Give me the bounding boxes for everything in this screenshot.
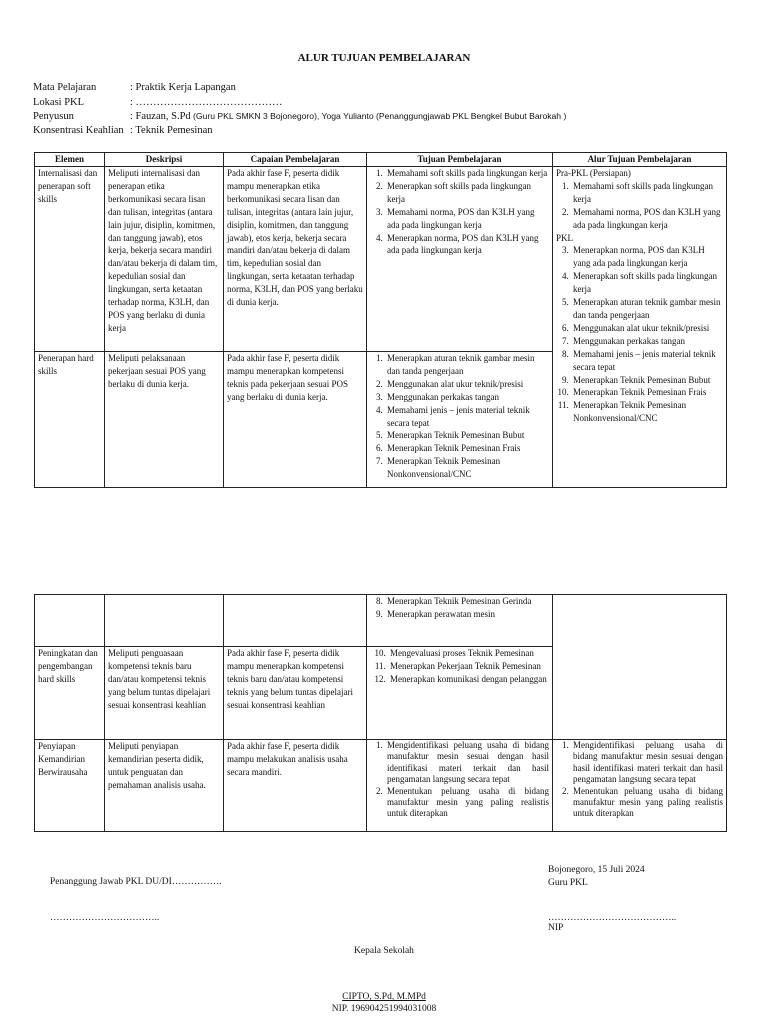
signature-guru-title: Guru PKL: [548, 878, 588, 888]
row2cont-deskripsi: [105, 595, 224, 647]
row2-deskripsi: Meliputi pelaksanaan pekerjaan sesuai POS yang berlaku di dunia kerja.: [105, 352, 224, 488]
row2cont-elemen: [35, 595, 105, 647]
row3-tujuan: [367, 647, 553, 740]
row2-capaian: Pada akhir fase F, peserta didik mampu menerapkan kompetensi teknis pada pekerjaan sesuai POS yang berlaku di dunia kerja.: [224, 352, 367, 488]
konsentrasi-label: Konsentrasi Keahlian: [33, 125, 124, 136]
row4-tujuan-list: [370, 740, 549, 820]
row3-tujuan-list: [370, 647, 549, 686]
signature-kepsek-nip: NIP. 196904251994031008: [331, 1004, 437, 1014]
row3-elemen: Peningkatan dan pengembangan hard skills: [35, 647, 105, 740]
row4-elemen: Penyiapan Kemandirian Berwirausaha: [35, 740, 105, 832]
row4-tujuan: [367, 740, 553, 832]
meta-penyusun: [33, 110, 566, 123]
list-item: 2. Memahami norma, POS dan K3LH yang ada pada lingkungan kerja: [571, 206, 723, 232]
list-item: 1. Mengidentifikasi peluang usaha di bidang manufaktur mesin sesuai dengan hasil identifikasi materi terkait dan hasil pengamatan langsung secara tepat: [385, 740, 549, 786]
list-item: 9. Menerapkan Teknik Pemesinan Bubut: [571, 374, 723, 387]
row4-alur-list: [556, 740, 723, 820]
alur-pkl-list: [556, 244, 723, 425]
list-item: 10. Menerapkan Teknik Pemesinan Frais: [571, 386, 723, 399]
row1-tujuan-list: [370, 167, 549, 257]
list-item: 11. Menerapkan Pekerjaan Teknik Pemesinan: [388, 660, 549, 673]
table-row: [35, 740, 727, 832]
page-title: ALUR TUJUAN PEMBELAJARAN: [297, 52, 471, 64]
meta-mapel: [33, 81, 236, 94]
table-header-row: [35, 153, 727, 167]
row1-capaian: Pada akhir fase F, peserta didik mampu menerapkan etika berkomunikasi secara lisan dan tulisan, integritas (antara lain jujur, disiplin, komitmen, dan tanggung jawab), etos kerja, bekerja secara mandiri dan/atau bekerja di dalam tim, kepedulian sosial dan lingkungan, serta ketaatan terhadap norma, K3LH, dan POS yang berlaku di dunia kerja.: [224, 167, 367, 352]
list-item: 6. Menerapkan Teknik Pemesinan Frais: [385, 442, 549, 455]
list-item: 10. Mengevaluasi proses Teknik Pemesinan: [388, 647, 549, 660]
header-capaian: Capaian Pembelajaran: [224, 153, 367, 167]
list-item: 11. Menerapkan Teknik Pemesinan Nonkonvensional/CNC: [571, 399, 723, 425]
row1-elemen: Internalisasi dan penerapan soft skills: [35, 167, 105, 352]
meta-konsentrasi: [33, 124, 212, 137]
lokasi-label: Lokasi PKL: [33, 97, 85, 108]
signature-dudi-line: ……………………………..: [50, 913, 160, 923]
list-item: 9. Menerapkan perawatan mesin: [385, 608, 549, 621]
mapel-label: Mata Pelajaran: [33, 82, 97, 93]
list-item: 7. Menerapkan Teknik Pemesinan Nonkonvensional/CNC: [385, 455, 549, 481]
row1-deskripsi: Meliputi internalisasi dan penerapan etika berkomunikasi secara lisan dan tulisan, integritas (antara lain jujur, disiplin, komitmen, dan tanggung jawab), etos kerja, bekerja secara mandiri dan/atau bekerja di dalam tim, kepedulian sosial dan lingkungan, serta ketaatan terhadap norma, K3LH, dan POS yang berlaku di dunia kerja: [105, 167, 224, 352]
signature-kepsek-name: CIPTO, S.Pd, M.MPd: [342, 992, 426, 1002]
list-item: 2. Menerapkan soft skills pada lingkungan kerja: [385, 180, 549, 206]
row4-deskripsi: Meliputi penyiapan kemandirian peserta didik, untuk penguatan dan pemahaman analisis usaha.: [105, 740, 224, 832]
row2-tujuan-list: [370, 352, 549, 481]
penyusun-value-detail: (Guru PKL SMKN 3 Bojonegoro), Yoga Yulianto (Penanggungjawab PKL Bengkel Bubut Barokah ): [190, 111, 567, 121]
atp-table-part2: [34, 594, 727, 832]
signature-place-date: Bojonegoro, 15 Juli 2024: [548, 865, 645, 875]
penyusun-label: Penyusun: [33, 111, 74, 122]
list-item: 7. Menggunakan perkakas tangan: [571, 335, 723, 348]
list-item: 5. Menerapkan Teknik Pemesinan Bubut: [385, 429, 549, 442]
list-item: 8. Memahami jenis – jenis material teknik secara tepat: [571, 348, 723, 374]
alur-pkl-label: PKL: [556, 232, 574, 243]
header-alur: Alur Tujuan Pembelajaran: [553, 153, 727, 167]
lokasi-value: : ……………………………………: [130, 97, 283, 108]
list-item: 3. Menerapkan norma, POS dan K3LH yang ada pada lingkungan kerja: [571, 244, 723, 270]
list-item: 4. Menerapkan soft skills pada lingkungan kerja: [571, 270, 723, 296]
signature-kepsek-title: Kepala Sekolah: [354, 946, 414, 956]
row1-alur: [553, 167, 727, 488]
list-item: 3. Memahami norma, POS dan K3LH yang ada pada lingkungan kerja: [385, 206, 549, 232]
list-item: 1. Memahami soft skills pada lingkungan kerja: [385, 167, 549, 180]
konsentrasi-value: : Teknik Pemesinan: [130, 125, 213, 136]
row3-deskripsi: Meliputi penguasaan kompetensi teknis baru dan/atau kompetensi teknis yang belum tuntas dipelajari sesuai konsentrasi keahlian: [105, 647, 224, 740]
header-tujuan: Tujuan Pembelajaran: [367, 153, 553, 167]
signature-guru-line: …………………………………..: [548, 913, 677, 923]
header-elemen: Elemen: [35, 153, 105, 167]
table-row: [35, 167, 727, 352]
row2-elemen: Penerapan hard skills: [35, 352, 105, 488]
row2cont-tujuan-list: [370, 595, 549, 621]
row2cont-capaian: [224, 595, 367, 647]
alur-pra-pkl-label: Pra-PKL (Persiapan): [556, 168, 631, 178]
table-row: [35, 595, 727, 647]
meta-lokasi: [33, 96, 283, 109]
list-item: 2. Menentukan peluang usaha di bidang manufaktur mesin yang paling realistis untuk diterapkan: [385, 786, 549, 820]
row2cont-alur: [553, 595, 727, 740]
list-item: 6. Menggunakan alat ukur teknik/presisi: [571, 322, 723, 335]
row2cont-tujuan: [367, 595, 553, 647]
signature-dudi-title: Penanggung Jawab PKL DU/DI…………….: [50, 877, 222, 887]
list-item: 1. Menerapkan aturan teknik gambar mesin dan tanda pengerjaan: [385, 352, 549, 378]
list-item: 4. Memahami jenis – jenis material teknik secara tepat: [385, 404, 549, 430]
list-item: 3. Menggunakan perkakas tangan: [385, 391, 549, 404]
row3-capaian: Pada akhir fase F, peserta didik mampu menerapkan kompetensi teknis baru dan/atau kompetensi teknis yang belum tuntas dipelajari sesuai konsentrasi keahlian: [224, 647, 367, 740]
penyusun-value: : Fauzan, S.Pd: [130, 111, 191, 122]
list-item: 1. Mengidentifikasi peluang usaha di bidang manufaktur mesin sesuai dengan hasil identifikasi materi terkait dan hasil pengamatan langsung secara tepat: [571, 740, 723, 786]
header-deskripsi: Deskripsi: [105, 153, 224, 167]
list-item: 5. Menerapkan aturan teknik gambar mesin dan tanda pengerjaan: [571, 296, 723, 322]
row4-capaian: Pada akhir fase F, peserta didik mampu melakukan analisis usaha secara mandiri.: [224, 740, 367, 832]
list-item: 12. Menerapkan komunikasi dengan pelanggan: [388, 673, 549, 686]
mapel-value: : Praktik Kerja Lapangan: [130, 82, 236, 93]
list-item: 4. Menerapkan norma, POS dan K3LH yang ada pada lingkungan kerja: [385, 232, 549, 258]
row4-alur: [553, 740, 727, 832]
row1-tujuan: [367, 167, 553, 352]
row2-tujuan: [367, 352, 553, 488]
atp-table-part1: [34, 152, 727, 488]
list-item: 2. Menentukan peluang usaha di bidang manufaktur mesin yang paling realistis untuk diterapkan: [571, 786, 723, 820]
list-item: 8. Menerapkan Teknik Pemesinan Gerinda: [385, 595, 549, 608]
list-item: 2. Menggunakan alat ukur teknik/presisi: [385, 378, 549, 391]
list-item: 1. Memahami soft skills pada lingkungan kerja: [571, 180, 723, 206]
alur-pra-pkl-list: [556, 180, 723, 232]
signature-guru-nip: NIP: [548, 923, 564, 933]
